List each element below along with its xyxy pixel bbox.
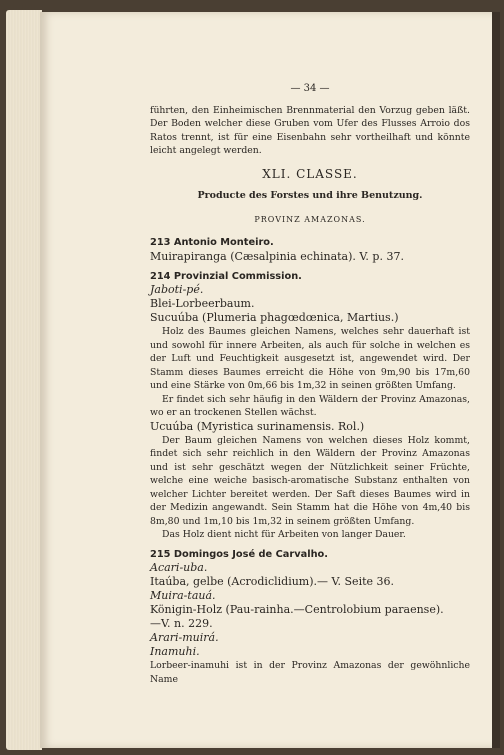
products-title: Producte des Forstes und ihre Benutzung. (197, 190, 423, 201)
entry-215-head: 215 Domingos José de Carvalho. (150, 548, 328, 560)
entry-214-head: 214 Provinzial Commission. (150, 270, 302, 282)
entry-214-para-3: Der Baum gleichen Namens von welchen dieses Holz kommt, findet sich sehr reichlich in den Wäldern der Provinz Amazonas und ist sehr geschätzt wegen der Nützlichkeit seiner Früchte, welche eine weiche basisch-aromatische Substanz enthalten von welcher Lichter bereitet werden. Der Saft dieses Baumes wird in der Medizin angewandt. Sein Stamm hat die Höhe von 4m,40 bis 8m,80 und 1m,10 bis 1m,32 in seinem größten Umfang. (150, 434, 470, 527)
entry-214-line-2: Blei-Lorbeerbaum. (150, 297, 255, 310)
page-edges (6, 10, 42, 750)
entry-215-line-1: Acari-uba. (150, 561, 208, 574)
book-page (40, 12, 500, 748)
entry-215-line-7: Inamuhi. (150, 645, 200, 658)
entry-215-line-2: Itaúba, gelbe (Acrodiclidium).— V. Seite 36. (150, 575, 395, 588)
intro-paragraph: führten, den Einheimischen Brennmaterial den Vorzug geben läßt. Der Boden welcher diese Gruben vom Ufer des Flusses Arroio dos Ratos trennt, ist für eine Eisenbahn sehr vortheilhaft und könnte leicht angelegt werden. (150, 104, 470, 156)
entry-214-line-4: Ucuúba (Myristica surinamensis. Rol.) (150, 419, 365, 433)
entry-215-line-3: Muira-tauá. (150, 589, 216, 602)
entry-214-para-4: Das Holz dient nicht für Arbeiten von langer Dauer. (162, 529, 406, 540)
classe-title: XLI. CLASSE. (262, 166, 358, 181)
province-heading: PROVINZ AMAZONAS. (254, 214, 366, 224)
entry-214-para-1: Holz des Baumes gleichen Namens, welches sehr dauerhaft ist und sowohl für innere Arbeiten, als auch für solche in welchen es der Luft und Feuchtigkeit ausgesetzt ist, angewendet wird. Der Stamm dieses Baumes erreicht die Höhe von 9m,90 bis 17m,60 und eine Stärke von 0m,66 bis 1m,32 in seinen größten Umfang. (150, 326, 470, 391)
entry-214-line-1: Jaboti-pé. (150, 283, 204, 296)
entry-213-head: 213 Antonio Monteiro. (150, 237, 274, 248)
entry-215-line-5: —V. n. 229. (150, 617, 213, 630)
entry-213-line: Muirapiranga (Cæsalpinia echinata). V. p. 37. (150, 249, 404, 263)
page-right-edge (492, 12, 500, 748)
entry-215-line-6: Arari-muirá. (150, 631, 219, 644)
entry-215-para-1: Lorbeer-inamuhi ist in der Provinz Amazonas der gewöhnliche Name (150, 660, 470, 685)
entry-214-para-2: Er findet sich sehr häufig in den Wäldern der Provinz Amazonas, wo er an trockenen Stellen wächst. (150, 393, 470, 418)
page-number: — 34 — (290, 83, 330, 94)
entry-215-line-4: Königin-Holz (Pau-rainha.—Centrolobium paraense). (150, 603, 444, 616)
page-content (150, 82, 470, 686)
entry-214-line-3: Sucuúba (Plumeria phagœdœnica, Martius.) (150, 311, 399, 324)
